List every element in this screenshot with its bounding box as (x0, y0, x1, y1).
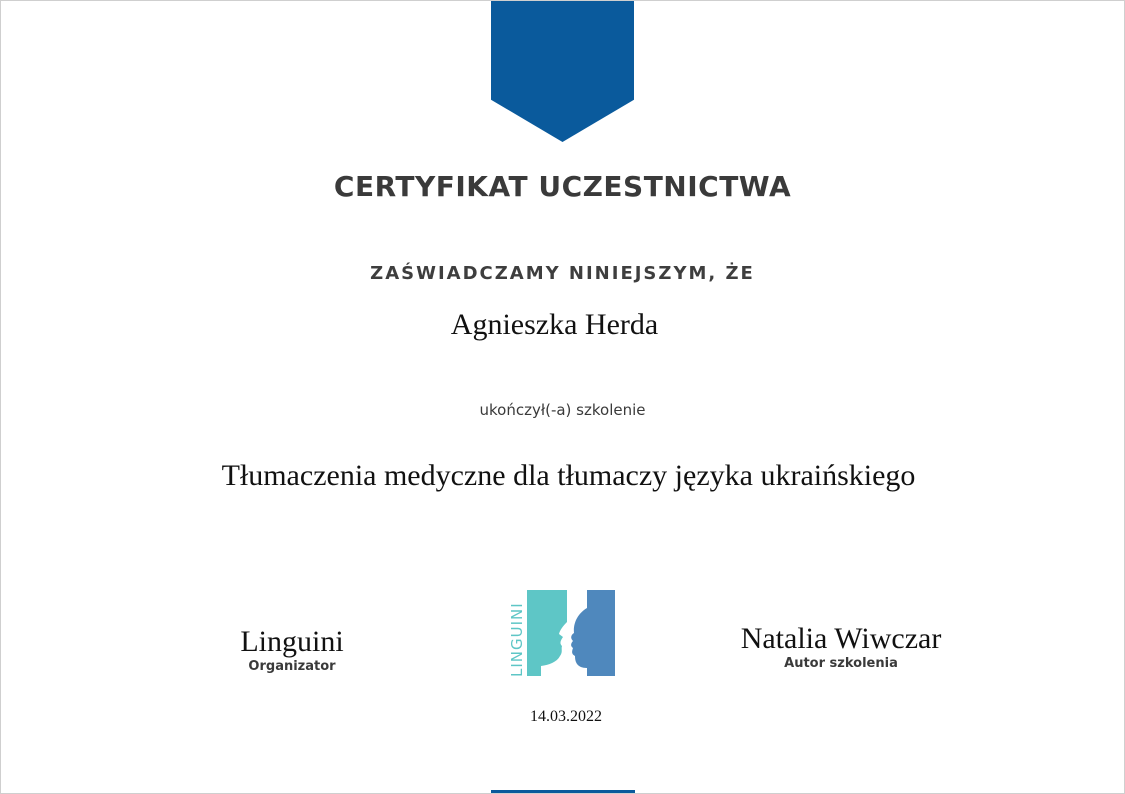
linguini-faces-logo-icon (505, 588, 617, 678)
recipient-name: Agnieszka Herda (450, 308, 659, 341)
certificate-title: CERTYFIKAT UCZESTNICTWA (333, 170, 792, 203)
certificate-date: 14.03.2022 (530, 708, 602, 725)
author-role: Autor szkolenia (784, 656, 898, 671)
organizer-name: Linguini (240, 625, 344, 658)
logo-text: LINGUINI (508, 602, 526, 677)
certificate-subtitle: ZAŚWIADCZAMY NINIEJSZYM, ŻE (370, 263, 755, 284)
signature-author (691, 623, 991, 673)
signature-organizer (192, 626, 392, 676)
author-name: Natalia Wiwczar (740, 622, 942, 655)
bottom-ribbon-strip (491, 790, 635, 793)
organizer-role: Organizator (248, 659, 336, 674)
course-title: Tłumaczenia medyczne dla tłumaczy języka ukraińskiego (221, 459, 916, 492)
completed-text: ukończył(-a) szkolenie (479, 401, 646, 419)
ribbon-banner-icon (491, 1, 634, 142)
